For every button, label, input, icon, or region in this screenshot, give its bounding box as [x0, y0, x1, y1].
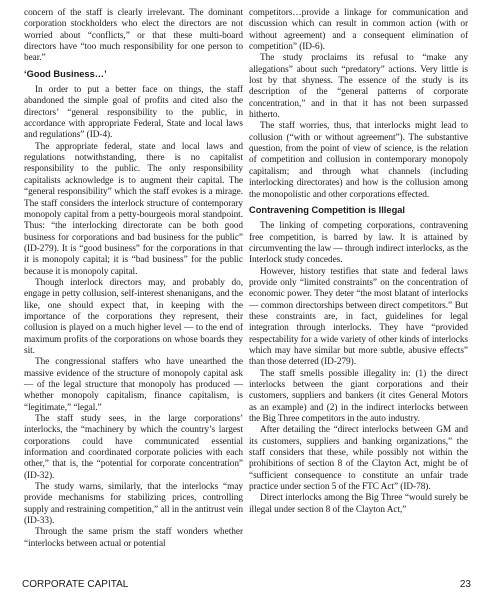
- paragraph: However, history testifies that state and federal laws provide only “limited constraints” on the concentration of economic power. They deter “the most blatant of interlocks — common directorships between direct competitors.” But these constraints are, in fact, guidelines for legal integration through interlocks. They have “provided respectability for a wide variety of other kinds of interlocks which may have similar but more subtle, abusive effects” than those deterred (ID-279).: [249, 266, 468, 368]
- left-column: [24, 8, 243, 550]
- paragraph: The appropriate federal, state and local laws and regulations notwithstanding, there is no capitalist responsibility to the public. The only responsibility capitalists acknowledge is to augment their capital. The “general responsibility” which the staff evokes is a mirage. The staff considers the interlock structure of contemporary monopoly capital from a petty-bourgeois moral standpoint. Thus: “the interlocking directorate can be both good business for corporations and bad business for the public” (ID-279). It is “good business” for the corporations in that it is monopoly capital; it is “bad business” for the public because it is monopoly capital.: [24, 141, 243, 277]
- paragraph: competitors…provide a linkage for communication and discussion which can result in common action (with or without agreement) and a consequent elimination of competition” (ID-6).: [249, 8, 468, 53]
- paragraph: Though interlock directors may, and probably do, engage in petty collusion, self-interest shenanigans, and the like, one should expect that, in keeping with the importance of the corporations they represent, their collusion is played on a much higher level — to the end of maximum profits of the corporations on whose boards they sit.: [24, 277, 243, 356]
- paragraph: The staff study sees, in the large corporations’ interlocks, the “machinery by which the country’s largest corporations could have communicated essential information and coordinated corporate policies with each other,” that is, the “potential for corporate concentration” (ID-32).: [24, 414, 243, 481]
- paragraph: The linking of competing corporations, contravening free competition, is barred by law. It is attained by circumventing the law — through indirect interlocks, as the Interlock study concedes.: [249, 221, 468, 266]
- paragraph: The study proclaims its refusal to “make any allegations” about such “predatory” actions. Very little is lost by that shyness. The essence of the study is its description of the “general patterns of corporate concentration,” and in that it has not been surpassed hitherto.: [249, 53, 468, 121]
- running-footer-title: CORPORATE CAPITAL: [22, 579, 129, 590]
- paragraph: The staff smells possible illegality in: (1) the direct interlocks between the giant corporations and their customers, suppliers and bankers (it cites General Motors as an example) and (2) in the indirect interlocks between the Big Three competitors in the auto industry.: [249, 368, 468, 425]
- right-column: [249, 8, 468, 516]
- paragraph: In order to put a better face on things, the staff abandoned the simple goal of profits and cited also the directors’ “general responsibility to the public, in accordance with appropriate Federal, State and local laws and regulations” (ID-4).: [24, 85, 243, 141]
- paragraph: concern of the staff is clearly irrelevant. The dominant corporation stockholders who elect the directors are not worried about “conflicts,” or that these multi-board directors have “too much responsibility for one person to bear.”: [24, 8, 243, 64]
- paragraph: The staff worries, thus, that interlocks might lead to collusion (“with or without agreement”). The substantive question, from the point of view of science, is the relation of competition and collusion in contemporary monopoly capitalism; and through what channels (including interlocking directorates) and how is the collusion among the monopolistic and other corporations effected.: [249, 121, 468, 200]
- paragraph: Through the same prism the staff wonders whether “interlocks between actual or potential: [24, 527, 243, 549]
- section-heading: Contravening Competition is Illegal: [249, 204, 405, 215]
- paragraph: After detailing the “direct interlocks between GM and its customers, suppliers and banking organizations,” the staff considers that these, while possibly not within the prohibitions of section 8 of the Clayton Act, might be of “sufficient consequence to constitute an unfair trade practice under section 5 of the FTC Act” (ID-78).: [249, 425, 468, 493]
- page-number: 23: [459, 579, 471, 590]
- paragraph: Direct interlocks among the Big Three “would surely be illegal under section 8 of the Clayton Act,”: [249, 493, 468, 515]
- section-heading: ‘Good Business…’: [24, 68, 107, 79]
- paragraph: The study warns, similarly, that the interlocks “may provide mechanisms for stabilizing prices, controlling supply and restraining competition,” all in the antitrust vein (ID-33).: [24, 482, 243, 527]
- paragraph: The congressional staffers who have unearthed the massive evidence of the structure of monopoly capital ask — of the legal structure that monopoly has produced — whether monopoly capitalism, finance capitalism, is “legitimate,” “legal.”: [24, 357, 243, 413]
- page-footer: [22, 579, 471, 590]
